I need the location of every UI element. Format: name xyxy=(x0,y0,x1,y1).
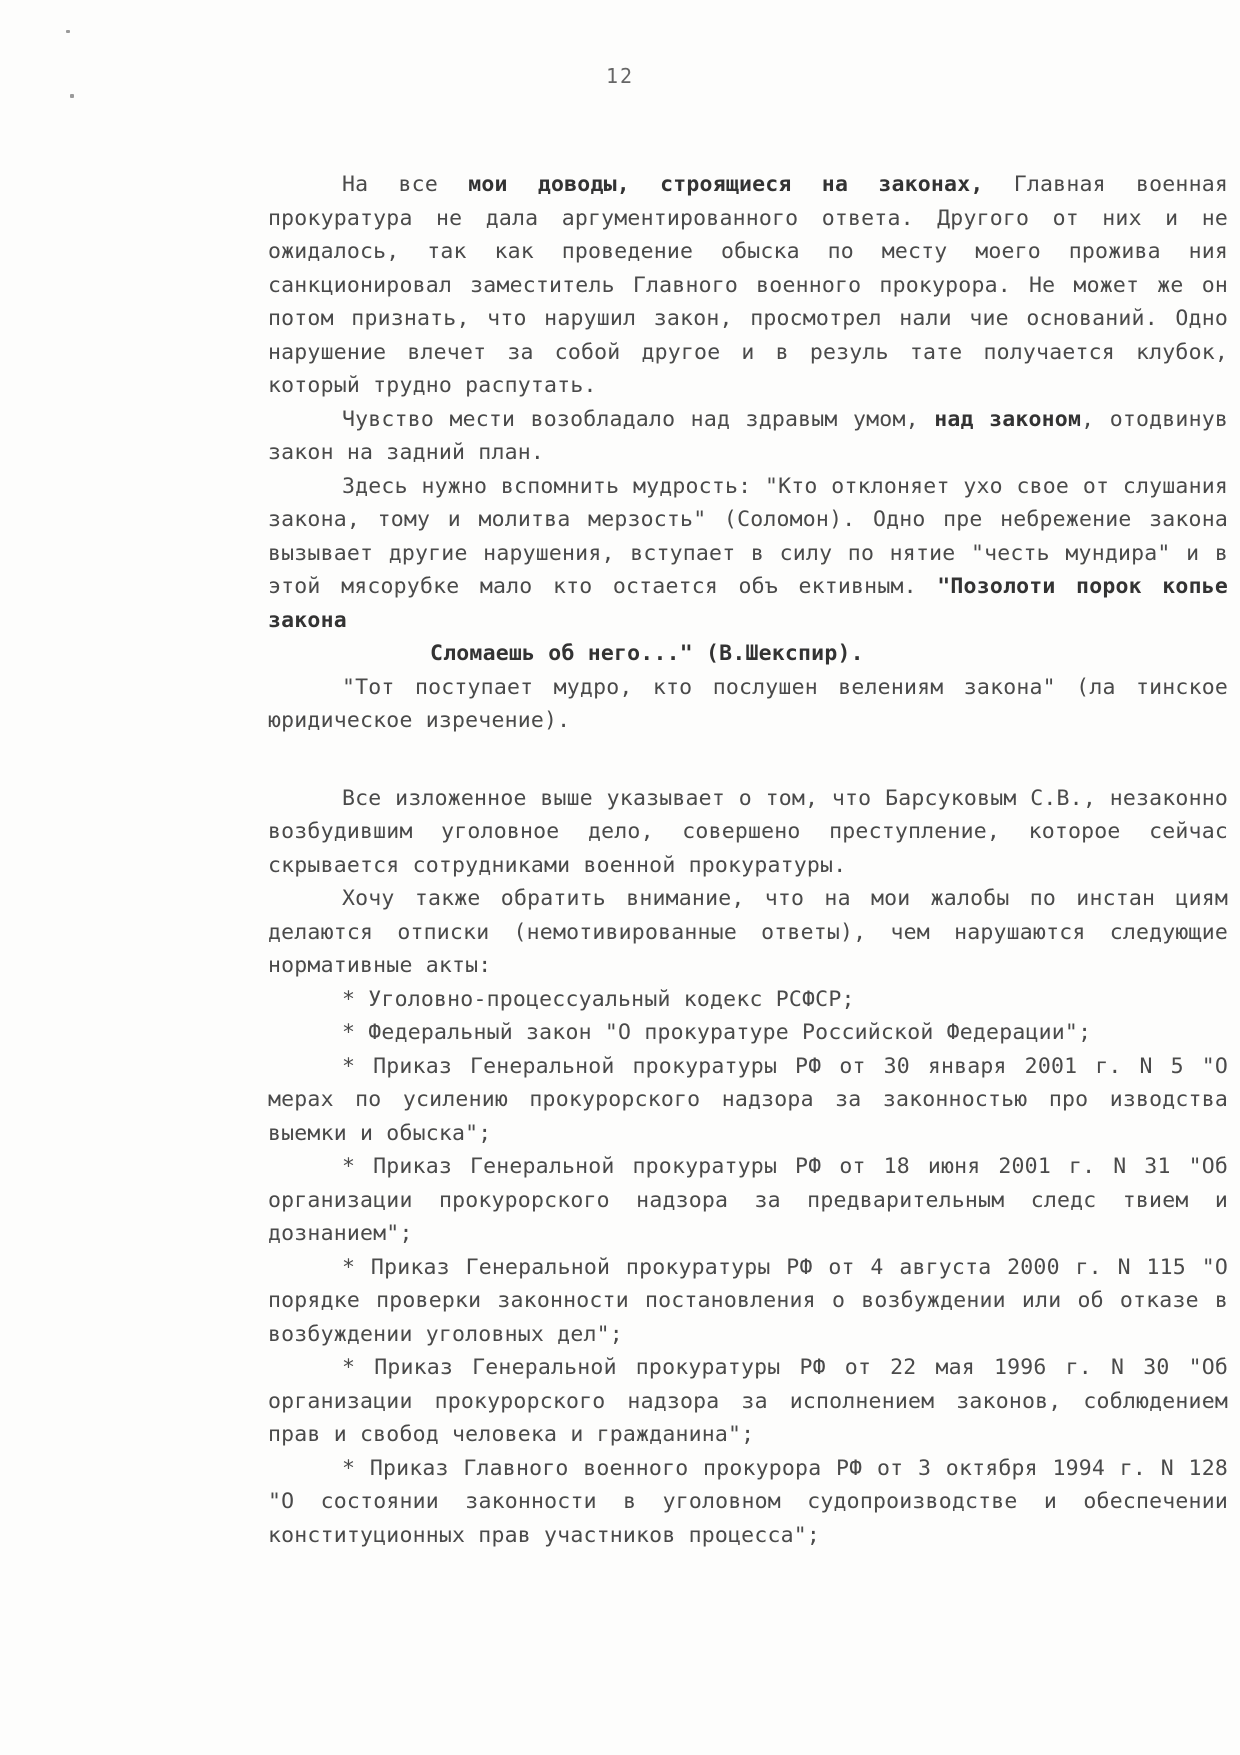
list-item: * Приказ Главного военного прокурора РФ от 3 октября 1994 г. N 128 "О состоянии законности в уголовном судопроизводстве и обеспечении конституционных прав участников процесса"; xyxy=(268,1455,1228,1548)
paragraph-text: Здесь нужно вспомнить мудрость: "Кто отклоняет ухо свое от слушания закона, тому и молитва мерзость" (Соломон). Одно пре небрежение закона вызывает другие нарушения, вступает в силу по нятие "честь мундира" и в этой мясорубке мало кто остается объ ективным. xyxy=(268,473,1228,599)
shakespeare-quote-line-1: "Позолоти порок копье закона xyxy=(268,574,1228,633)
list-item: * Приказ Генеральной прокуратуры РФ от 4 августа 2000 г. N 115 "О порядке проверки законности постановления о возбуждении или об отказе в возбуждении уголовных дел"; xyxy=(268,1254,1228,1347)
document-body xyxy=(268,168,1228,1552)
paragraph-2 xyxy=(268,403,1228,470)
paragraph-text: На все xyxy=(342,172,469,197)
paragraph-1 xyxy=(268,168,1228,403)
list-item: * Приказ Генеральной прокуратуры РФ от 18 июня 2001 г. N 31 "Об организации прокурорского надзора за предварительным следс твием и дознанием"; xyxy=(268,1154,1228,1246)
paragraph-text: Хочу также обратить внимание, что на мои жалобы по инстан циям делаются отписки (немотивированные ответы), чем нарушаются следующие нормативные акты: xyxy=(268,886,1228,978)
page-number: 12 xyxy=(605,64,635,88)
shakespeare-quote-line-2: Сломаешь об него..." (В.Шекспир). xyxy=(430,641,864,666)
list-item: * Федеральный закон "О прокуратуре Российской Федерации"; xyxy=(342,1020,1092,1045)
paragraph-text: Чувство мести возобладало над здравым умом, xyxy=(342,406,935,432)
paragraph-text: , отодвинув закон на задний план. xyxy=(268,406,1229,465)
paragraph-text: Главная военная прокуратура не дала аргументированного ответа. Другого от них и не ожидалось, так как проведение обыска по месту моего прожива ния санкционировал заместитель Главного военного прокурора. Не может же он потом признать, что нарушил закон, просмотрел нали чие оснований. Одно нарушение влечет за собой другое и в резуль тате получается клубок, который трудно распутать. xyxy=(268,172,1228,398)
paragraph-3 xyxy=(268,470,1228,638)
paragraph-text: "Тот поступает мудро, кто послушен велениям закона" (ла тинское юридическое изречение). xyxy=(268,674,1228,733)
paragraph-4 xyxy=(268,671,1228,738)
list-item: * Уголовно-процессуальный кодекс РСФСР; xyxy=(342,986,855,1012)
scan-speck xyxy=(70,94,74,98)
paragraph-5 xyxy=(268,782,1228,883)
list-item: * Приказ Генеральной прокуратуры РФ от 22 мая 1996 г. N 30 "Об организации прокурорского надзора за исполнением законов, соблюдением прав и свобод человека и гражданина"; xyxy=(268,1355,1228,1447)
scan-speck xyxy=(66,30,70,33)
paragraph-6 xyxy=(268,882,1228,983)
paragraph-text: Все изложенное выше указывает о том, что Барсуковым С.В., незаконно возбудившим уголовное дело, совершено преступление, которое сейчас скрывается сотрудниками военной прокуратуры. xyxy=(268,785,1228,878)
normative-acts-list xyxy=(268,983,1228,1553)
emphasis-text: над законом xyxy=(934,406,1082,432)
emphasis-text: мои доводы, строящиеся на законах, xyxy=(468,172,984,197)
paragraph-quote-continuation xyxy=(268,637,1228,671)
list-item: * Приказ Генеральной прокуратуры РФ от 30 января 2001 г. N 5 "О мерах по усилению прокурорского надзора за законностью про изводства выемки и обыска"; xyxy=(268,1053,1228,1146)
